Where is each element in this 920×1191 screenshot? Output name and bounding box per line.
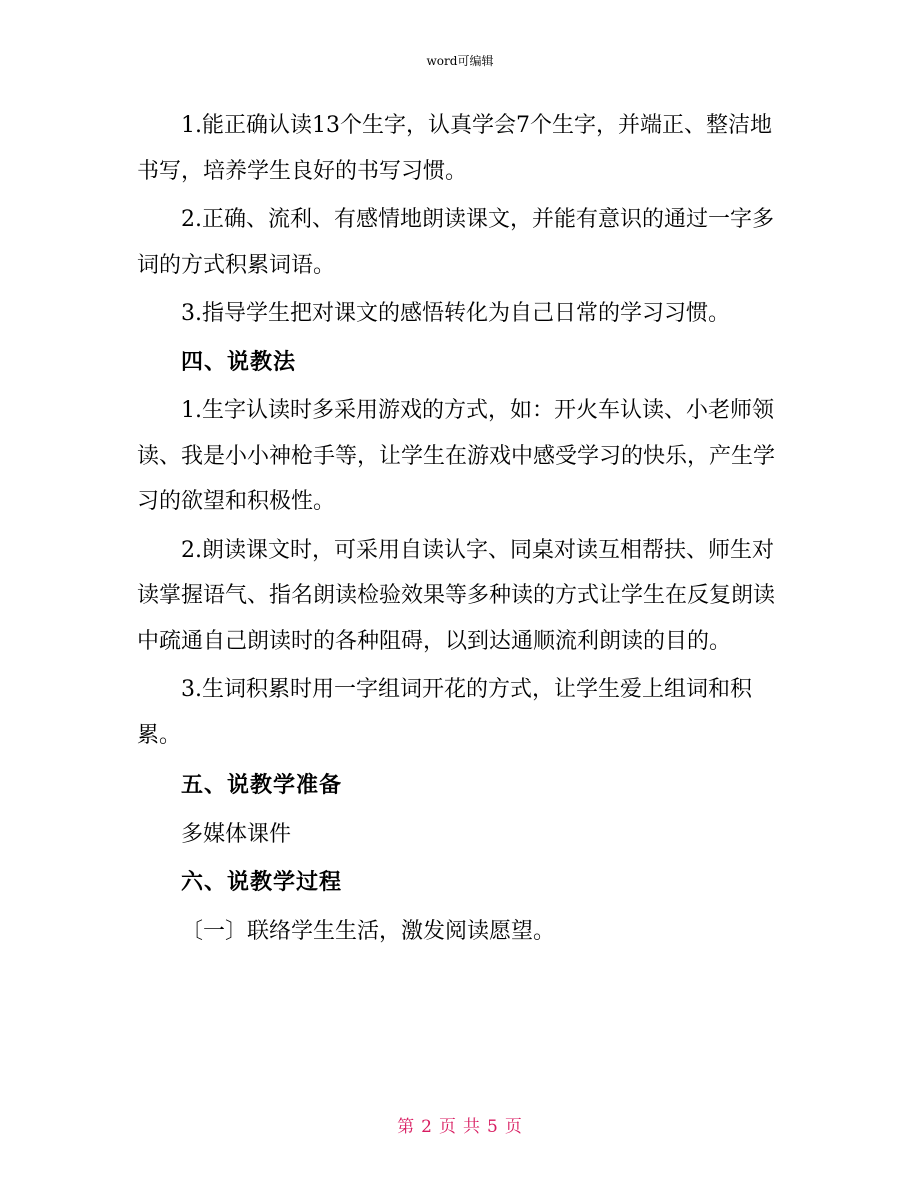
page-label-ye: 页	[439, 1117, 457, 1137]
page-label-di: 第	[397, 1117, 416, 1137]
method-paragraph-1: 1.生字认读时多采用游戏的方式，如：开火车认读、小老师领读、我是小小神枪手等，让学生在游戏中感受学习的快乐，产生学习的欲望和积极性。	[137, 398, 776, 514]
method-paragraph-2: 2.朗读课文时，可采用自读认字、同桌对读互相帮扶、师生对读掌握语气、指名朗读检验效果等多种读的方式让学生在反复朗读中疏通自己朗读时的各种阻碍，以到达通顺流利朗读的目的。	[137, 537, 776, 654]
section-heading-preparation: 五、说教学准备	[181, 772, 343, 798]
page-header: word可编辑	[426, 54, 494, 68]
page-current-number: 2	[421, 1117, 433, 1137]
page-total-number: 5	[487, 1117, 499, 1137]
section-heading-teaching-method: 四、说教法	[181, 348, 297, 375]
section-heading-process: 六、说教学过程	[181, 869, 343, 895]
document-body	[137, 103, 787, 954]
goal-paragraph-3: 3.指导学生把对课文的感悟转化为自己日常的学习习惯。	[181, 301, 730, 326]
method-paragraph-3: 3.生词积累时用一字组词开花的方式，让学生爱上组词和积累。	[137, 677, 752, 748]
page-label-gong: 共	[463, 1117, 481, 1137]
goal-paragraph-2: 2.正确、流利、有感情地朗读课文，并能有意识的通过一字多词的方式积累词语。	[137, 207, 774, 278]
preparation-text: 多媒体课件	[181, 821, 292, 847]
page-label-ye-2: 页	[504, 1117, 523, 1137]
process-subheading-1: 〔一〕联络学生生活，激发阅读愿望。	[181, 918, 556, 944]
page-footer	[0, 1112, 920, 1137]
goal-paragraph-1: 1.能正确认读13个生字，认真学会7个生字，并端正、整洁地书写，培养学生良好的书写习惯。	[137, 113, 772, 184]
